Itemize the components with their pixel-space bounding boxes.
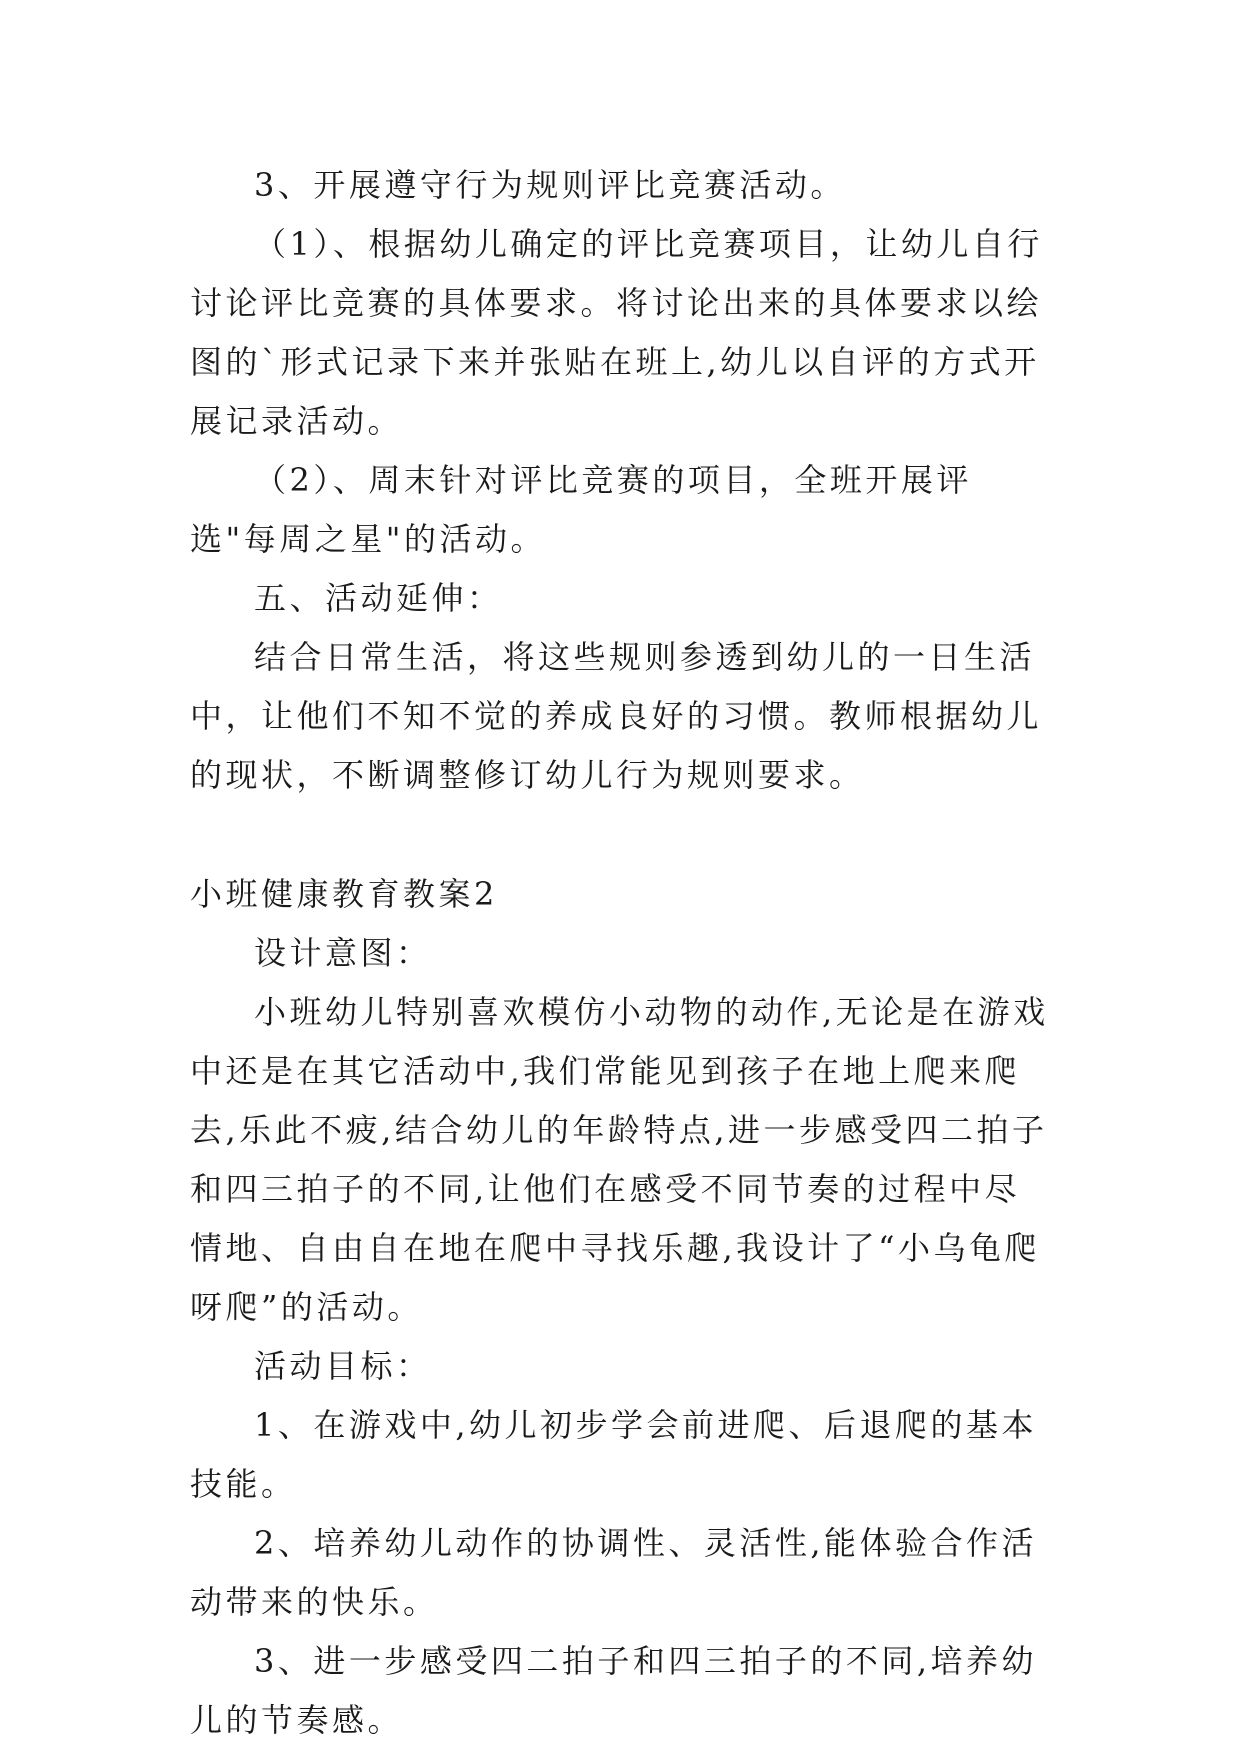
rule-competition-paragraph: 3、开展遵守行为规则评比竞赛活动。 [254, 166, 846, 204]
activity-extension-heading: 五、活动延伸： [254, 579, 503, 617]
activity-extension-paragraph: 结合日常生活，将这些规则参透到幼儿的一日生活中，让他们不知不觉的养成良好的习惯。教师根据幼儿的现状，不断调整修订幼儿行为规则要求。 [190, 638, 1043, 794]
weekly-star-paragraph: （2）、周末针对评比竞赛的项目，全班开展评选"每周之星"的活动。 [190, 461, 972, 558]
design-intent-paragraph: 小班幼儿特别喜欢模仿小动物的动作,无论是在游戏中还是在其它活动中,我们常能见到孩子在地上爬来爬去,乐此不疲,结合幼儿的年龄特点,进一步感受四二拍子和四三拍子的不同,让他们在感受不同节奏的过程中尽情地、自由自在地在爬中寻找乐趣,我设计了“小乌龟爬呀爬”的活动。 [190, 993, 1049, 1326]
document-body [190, 156, 1054, 1750]
competition-requirements-paragraph: （1）、根据幼儿确定的评比竞赛项目，让幼儿自行讨论评比竞赛的具体要求。将讨论出来的具体要求以绘图的`形式记录下来并张贴在班上,幼儿以自评的方式开展记录活动。 [190, 225, 1043, 440]
design-intent-heading: 设计意图： [254, 934, 432, 972]
goal-item-1: 1、在游戏中,幼儿初步学会前进爬、后退爬的基本技能。 [190, 1406, 1038, 1503]
goal-item-2: 2、培养幼儿动作的协调性、灵活性,能体验合作活动带来的快乐。 [190, 1524, 1038, 1621]
activity-goals-heading: 活动目标： [254, 1347, 432, 1385]
section-title: 小班健康教育教案2 [190, 875, 498, 913]
goal-item-3: 3、进一步感受四二拍子和四三拍子的不同,培养幼儿的节奏感。 [190, 1642, 1038, 1739]
